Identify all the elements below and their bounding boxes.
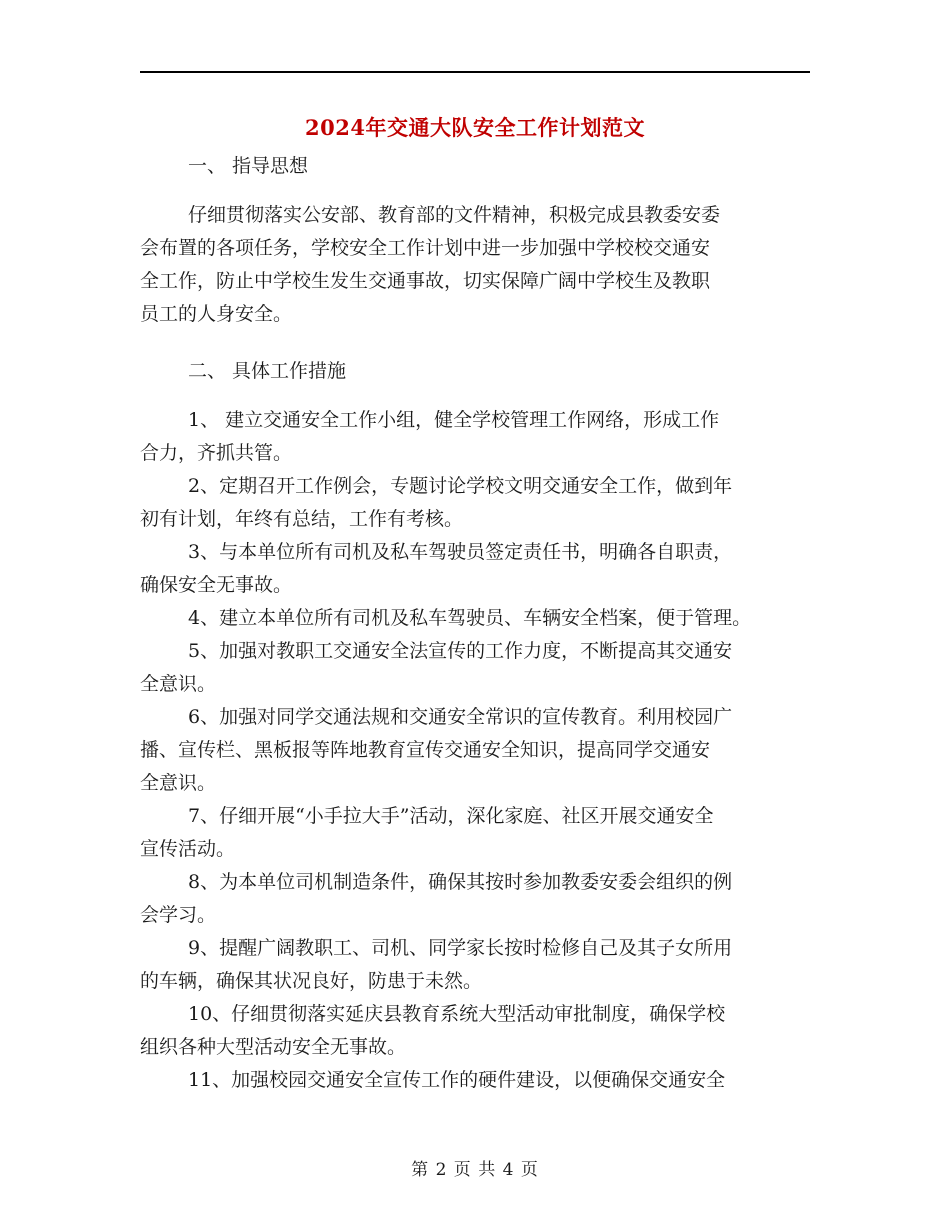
list-item-line: 确保安全无事故。 bbox=[140, 574, 293, 596]
list-item bbox=[140, 470, 812, 536]
list-item-line: 初有计划，年终有总结，工作有考核。 bbox=[140, 508, 464, 530]
document-body bbox=[140, 150, 812, 1097]
header-rule bbox=[140, 71, 810, 73]
page-footer: 第 2 页 共 4 页 bbox=[411, 1160, 539, 1180]
list-item bbox=[140, 1064, 812, 1097]
list-item-line: 7、仔细开展“小手拉大手”活动，深化家庭、社区开展交通安全 bbox=[188, 805, 714, 827]
list-item bbox=[140, 998, 812, 1064]
list-item-line: 10、仔细贯彻落实延庆县教育系统大型活动审批制度，确保学校 bbox=[188, 1003, 726, 1025]
list-item bbox=[140, 602, 812, 635]
paragraph-line: 全工作，防止中学校生发生交通事故，切实保障广阔中学校生及教职 bbox=[140, 270, 711, 292]
section-1-paragraph bbox=[140, 199, 812, 331]
list-item-line: 合力，齐抓共管。 bbox=[140, 442, 293, 464]
list-item-line: 播、宣传栏、黑板报等阵地教育宣传交通安全知识，提高同学交通安 bbox=[140, 739, 711, 761]
list-item-line: 会学习。 bbox=[140, 904, 217, 926]
list-item-line: 的车辆，确保其状况良好，防患于未然。 bbox=[140, 970, 483, 992]
list-item bbox=[140, 635, 812, 701]
list-item-line: 4、建立本单位所有司机及私车驾驶员、车辆安全档案，便于管理。 bbox=[188, 607, 752, 629]
list-item bbox=[140, 932, 812, 998]
list-item-line: 全意识。 bbox=[140, 772, 217, 794]
list-item bbox=[140, 536, 812, 602]
list-item bbox=[140, 866, 812, 932]
list-item-line: 9、提醒广阔教职工、司机、同学家长按时检修自己及其子女所用 bbox=[188, 937, 733, 959]
list-item-line: 5、加强对教职工交通安全法宣传的工作力度，不断提高其交通安 bbox=[188, 640, 733, 662]
measures-list bbox=[140, 404, 812, 1097]
paragraph-line: 员工的人身安全。 bbox=[140, 303, 293, 325]
section-heading-2: 二、 具体工作措施 bbox=[188, 360, 347, 382]
list-item bbox=[140, 701, 812, 800]
list-item-line: 6、加强对同学交通法规和交通安全常识的宣传教育。利用校园广 bbox=[188, 706, 733, 728]
section-heading-1: 一、 指导思想 bbox=[188, 155, 309, 177]
list-item-line: 全意识。 bbox=[140, 673, 217, 695]
list-item bbox=[140, 800, 812, 866]
list-item-line: 宣传活动。 bbox=[140, 838, 236, 860]
list-item-line: 2、定期召开工作例会，专题讨论学校文明交通安全工作，做到年 bbox=[188, 475, 733, 497]
list-item-line: 11、加强校园交通安全宣传工作的硬件建设，以便确保交通安全 bbox=[188, 1069, 726, 1091]
list-item-line: 1、 建立交通安全工作小组，健全学校管理工作网络，形成工作 bbox=[188, 409, 720, 431]
paragraph-line: 仔细贯彻落实公安部、教育部的文件精神，积极完成县教委安委 bbox=[188, 204, 721, 226]
list-item-line: 3、与本单位所有司机及私车驾驶员签定责任书，明确各自职责， bbox=[188, 541, 733, 563]
list-item-line: 8、为本单位司机制造条件，确保其按时参加教委安委会组织的例 bbox=[188, 871, 733, 893]
list-item bbox=[140, 404, 812, 470]
list-item-line: 组织各种大型活动安全无事故。 bbox=[140, 1036, 407, 1058]
document-title: 2024年交通大队安全工作计划范文 bbox=[305, 115, 645, 140]
paragraph-line: 会布置的各项任务，学校安全工作计划中进一步加强中学校校交通安 bbox=[140, 237, 711, 259]
